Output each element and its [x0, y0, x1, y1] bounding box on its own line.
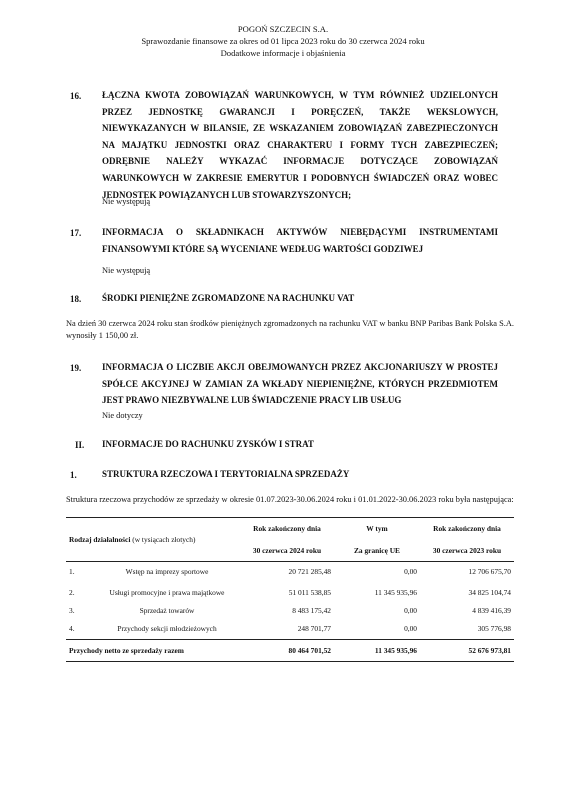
row-activity: Usługi promocyjne i prawa majątkowe — [109, 588, 225, 597]
sales-structure-table — [66, 517, 514, 662]
part-2-title: INFORMACJE DO RACHUNKU ZYSKÓW I STRAT — [102, 439, 314, 449]
section-19-number: 19. — [70, 363, 82, 373]
section-17-number: 17. — [70, 228, 82, 238]
total-label: Przychody netto ze sprzedaży razem — [66, 640, 240, 662]
table-row — [66, 582, 514, 604]
row-index: 3. — [69, 606, 75, 615]
row-index: 4. — [66, 618, 94, 640]
section-18-title: ŚRODKI PIENIĘŻNE ZGROMADZONE NA RACHUNKU VAT — [102, 293, 355, 303]
row-value-2024: 51 011 538,85 — [288, 588, 331, 597]
table-row — [66, 562, 514, 582]
section-16-number: 16. — [70, 91, 82, 101]
section-19-text: Nie dotyczy — [102, 411, 143, 420]
section-18-text: Na dzień 30 czerwca 2024 roku stan środków pieniężnych zgromadzonych na rachunku VAT w banku BNP Paribas Bank Polska S.A. wynosiły 1 150,00 zł. — [66, 319, 514, 340]
row-index: 1. — [69, 567, 75, 577]
section-18-number: 18. — [70, 294, 82, 304]
col-header-activity — [66, 518, 240, 562]
table-row — [66, 618, 514, 640]
row-value-2024: 248 701,77 — [240, 618, 334, 640]
row-value-eu: 0,00 — [404, 606, 417, 615]
col-header-2024-top: Rok zakończony dnia — [240, 518, 334, 540]
section-1-intro: Struktura rzeczowa przychodów ze sprzedaży w okresie 01.07.2023-30.06.2024 roku i 01.01.2022-30.06.2023 roku była następująca: — [66, 495, 514, 504]
section-17-title: INFORMACJA O SKŁADNIKACH AKTYWÓW NIEBĘDĄCYMI INSTRUMENTAMI FINANSOWYMI KTÓRE SĄ WYCENIANE WEDŁUG WARTOŚCI GODZIWEJ — [102, 227, 498, 254]
row-index: 2. — [69, 588, 75, 597]
row-activity: Wstęp na imprezy sportowe — [125, 567, 209, 577]
col-header-eu-bottom: Za granicę UE — [334, 540, 420, 562]
col-header-2023-top: Rok zakończony dnia — [420, 518, 514, 540]
section-19-title: INFORMACJA O LICZBIE AKCJI OBEJMOWANYCH PRZEZ AKCJONARIUSZY W PROSTEJ SPÓŁCE AKCYJNEJ W ZAMIAN ZA WKŁADY NIEPIENIĘŻNE, KTÓRYCH PRZEDMIOTEM JEST PRAWO NIEZBYWALNE LUB ŚWIADCZENIE PRACY LIB USŁUG — [102, 362, 498, 406]
col-header-eu-top: W tym — [334, 518, 420, 540]
col-header-activity-label: Rodzaj działalności — [69, 535, 131, 544]
row-activity: Przychody sekcji młodzieżowych — [94, 618, 240, 640]
row-value-2023: 34 825 104,74 — [468, 588, 511, 597]
part-2-number: II. — [75, 440, 85, 450]
col-header-activity-unit: (w tysiącach złotych) — [130, 535, 196, 544]
row-value-eu: 11 345 935,96 — [374, 588, 417, 597]
row-value-2024: 8 483 175,42 — [292, 606, 331, 615]
row-value-2024: 20 721 285,48 — [288, 567, 331, 577]
col-header-2024-bottom: 30 czerwca 2024 roku — [240, 540, 334, 562]
total-value-eu: 11 345 935,96 — [334, 640, 420, 662]
col-header-2023-bottom: 30 czerwca 2023 roku — [420, 540, 514, 562]
header-subtitle: Dodatkowe informacje i objaśnienia — [220, 48, 346, 58]
total-value-2023: 52 676 973,81 — [420, 640, 514, 662]
total-value-2024: 80 464 701,52 — [240, 640, 334, 662]
section-1-title: STRUKTURA RZECZOWA I TERYTORIALNA SPRZEDAŻY — [102, 469, 350, 479]
table-row — [66, 604, 514, 618]
section-1-number: 1. — [70, 470, 77, 480]
table-total-row — [66, 640, 514, 662]
section-17-text: Nie występują — [102, 266, 151, 275]
row-value-2023: 12 706 675,70 — [468, 567, 511, 577]
header-report-period: Sprawozdanie finansowe za okres od 01 lipca 2023 roku do 30 czerwca 2024 roku — [141, 36, 425, 46]
row-value-eu: 0,00 — [404, 567, 417, 577]
section-16-text: Nie występują — [102, 197, 151, 206]
row-activity: Sprzedaż towarów — [139, 606, 195, 615]
header-company: POGOŃ SZCZECIN S.A. — [237, 24, 329, 34]
row-value-2023: 305 776,98 — [420, 618, 514, 640]
row-value-2023: 4 839 416,39 — [472, 606, 511, 615]
section-16-title: ŁĄCZNA KWOTA ZOBOWIĄZAŃ WARUNKOWYCH, W TYM RÓWNIEŻ UDZIELONYCH PRZEZ JEDNOSTKĘ GWARANCJI I PORĘCZEŃ, TAKŻE WEKSLOWYCH, NIEWYKAZANYCH W BILANSIE, ZE WSKAZANIEM ZOBOWIĄZAŃ ZABEZPIECZONYCH NA MAJĄTKU JEDNOSTKI ORAZ CHARAKTERU I FORMY TYCH ZABEZPIECZEŃ; ODRĘBNIE NALEŻY WYKAZAĆ INFORMACJE DOTYCZĄCE ZOBOWIĄZAŃ WARUNKOWYCH W ZAKRESIE EMERYTUR I PODOBNYCH ŚWIADCZEŃ ORAZ WOBEC JEDNOSTEK POWIĄZANYCH LUB STOWARZYSZONYCH; — [102, 90, 498, 200]
row-value-eu: 0,00 — [334, 618, 420, 640]
